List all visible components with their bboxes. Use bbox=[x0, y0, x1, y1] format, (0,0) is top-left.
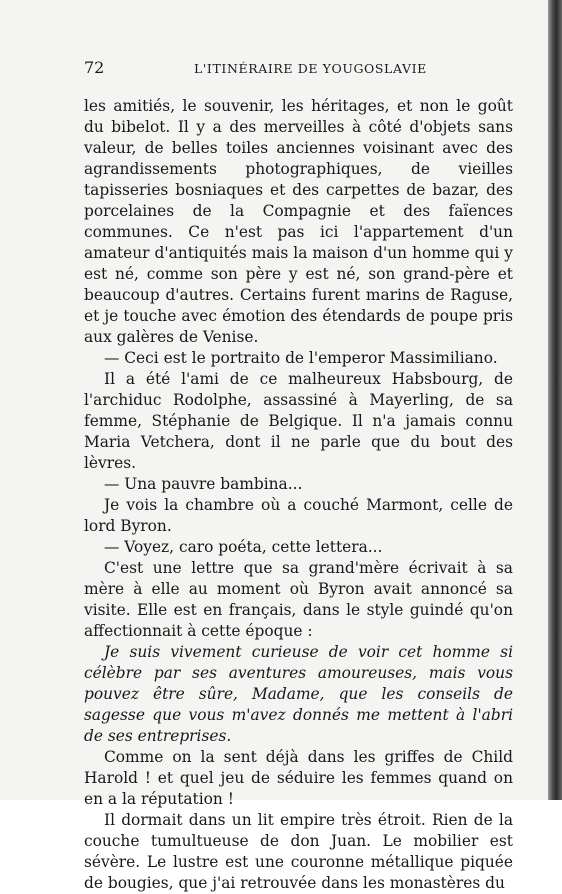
dialogue-line: — Voyez, caro poéta, cette lettera... bbox=[104, 538, 383, 556]
quoted-letter: Je suis vivement curieuse de voir cet homme si célèbre par ses aventures amoureuses, mais vous pouvez être sûre, Madame, que les conseils de sagesse que vous m'avez donnés me mettent à l'abri de ses entreprises. bbox=[84, 643, 513, 745]
paragraph: C'est une lettre que sa grand'mère écrivait à sa mère à elle au moment où Byron avait annoncé sa visite. Elle est en français, dans le style guindé qu'on affectionnait à cette époque : bbox=[84, 559, 513, 640]
paragraph: Je vois la chambre où a couché Marmont, celle de lord Byron. bbox=[84, 496, 513, 535]
paragraph: Il dormait dans un lit empire très étroit. Rien de la couche tumultueuse de don Juan. Le mobilier est sévère. Le lustre est une couronne métallique piquée de bougies, que j'ai retrouvée dans les monastères du bbox=[84, 811, 513, 892]
page-number: 72 bbox=[84, 58, 105, 77]
dialogue-line: — Ceci est le portraito de l'emperor Massimiliano. bbox=[104, 349, 498, 367]
dialogue-line: — Una pauvre bambina... bbox=[104, 475, 303, 493]
running-title: L'ITINÉRAIRE DE YOUGOSLAVIE bbox=[194, 61, 427, 76]
paragraph: Il a été l'ami de ce malheureux Habsbourg, de l'archiduc Rodolphe, assassiné à Mayerling, de sa femme, Stéphanie de Belgique. Il n'a jamais connu Maria Vetchera, dont il ne parle que du bout des lèvres. bbox=[84, 370, 513, 472]
body-text bbox=[84, 96, 513, 894]
paragraph: les amitiés, le souvenir, les héritages, et non le goût du bibelot. Il y a des merveilles à côté d'objets sans valeur, de belles toiles anciennes voisinant avec des agrandissements photographiques, de vieilles tapisseries bosniaques et des carpettes de bazar, des porcelaines de la Compagnie et des faïences communes. Ce n'est pas ici l'appartement d'un amateur d'antiquités mais la maison d'un homme qui y est né, comme son père y est né, son grand-père et beaucoup d'autres. Certains furent marins de Raguse, et je touche avec émotion des étendards de poupe pris aux galères de Venise. bbox=[84, 97, 513, 346]
page-edge-shadow bbox=[548, 0, 562, 800]
paragraph: Comme on la sent déjà dans les griffes de Child Harold ! et quel jeu de séduire les femmes quand on en a la réputation ! bbox=[84, 748, 513, 808]
